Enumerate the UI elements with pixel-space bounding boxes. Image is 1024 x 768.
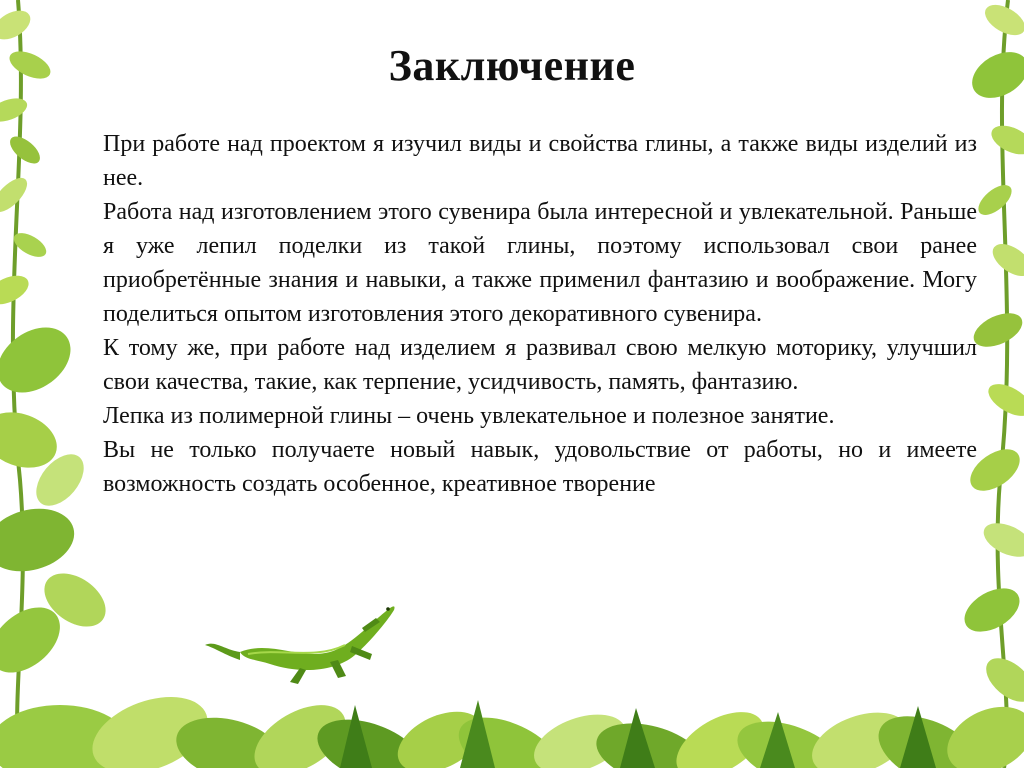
paragraph: К тому же, при работе над изделием я развивал свою мелкую моторику, улучшил свои качества, такие, как терпение, усидчивость, память, фантазию.: [103, 335, 977, 395]
paragraph: Лепка из полимерной глины – очень увлекательное и полезное занятие.: [103, 403, 835, 429]
slide-title: Заключение: [388, 41, 636, 90]
paragraph: Работа над изготовлением этого сувенира была интересной и увлекательной. Раньше я уже лепил поделки из такой глины, поэтому использовал свои ранее приобретённые знания и навыки, а также применил фантазию и воображение. Могу поделиться опытом изготовления этого декоративного сувенира.: [103, 199, 977, 327]
left-leaves: [0, 0, 115, 768]
slide-body: [103, 127, 977, 501]
paragraph: Вы не только получаете новый навык, удовольствие от работы, но и имеете возможность создать особенное, креативное творение: [103, 437, 977, 497]
bottom-leaves: [0, 683, 1024, 768]
paragraph: При работе над проектом я изучил виды и свойства глины, а также виды изделий из нее.: [103, 131, 977, 191]
lizard-icon: [205, 606, 395, 684]
